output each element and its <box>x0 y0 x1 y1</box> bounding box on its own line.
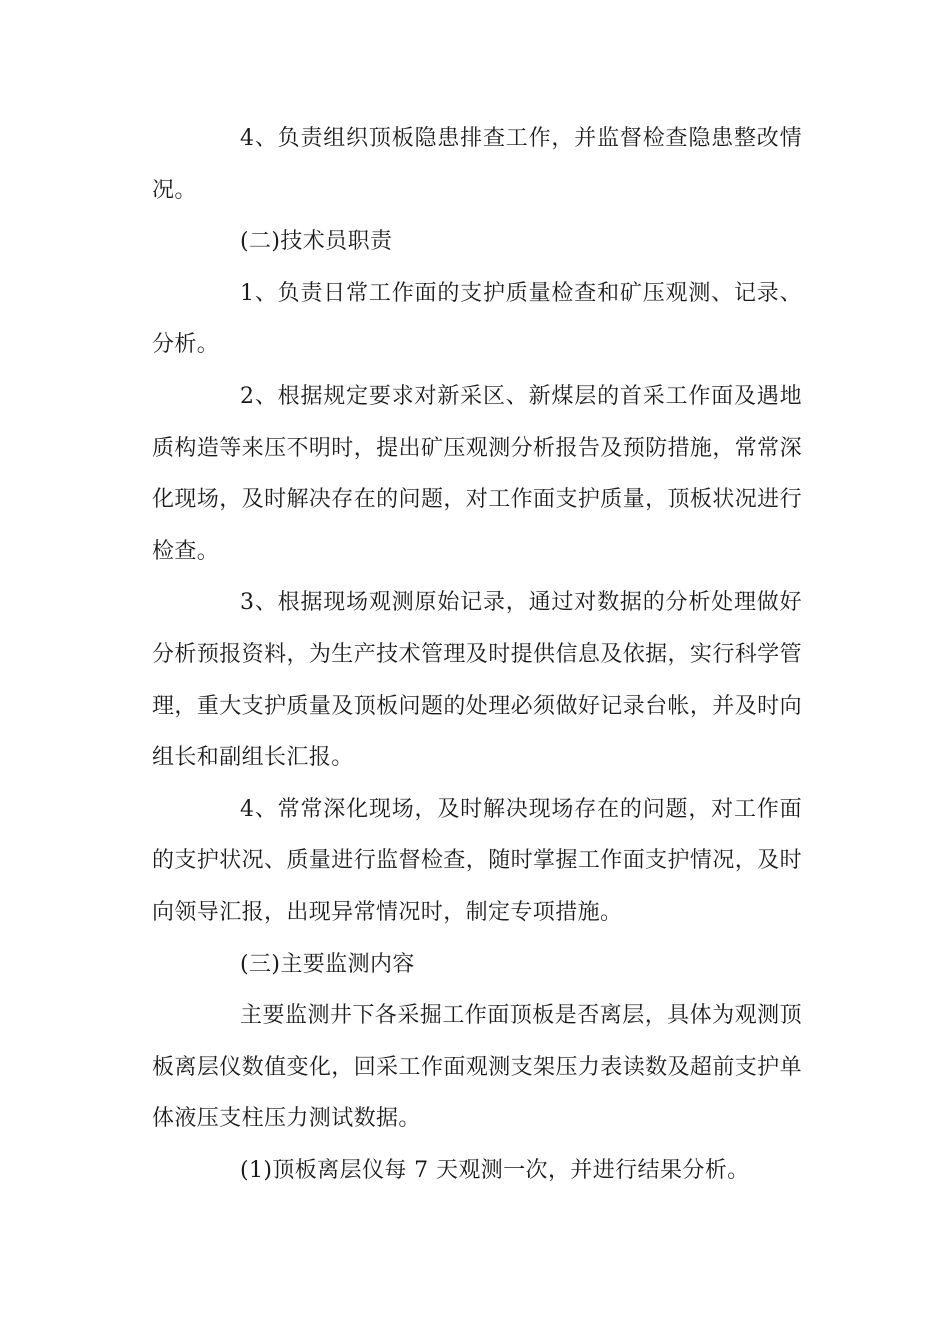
paragraph-roof-hazard-duty: 4、负责组织顶板隐患排查工作，并监督检查隐患整改情况。 <box>152 126 802 203</box>
paragraph-site-supervision: 4、常常深化现场，及时解决现场存在的问题，对工作面的支护状况、质量进行监督检查，随时掌握工作面支护情况，及时向领导汇报，出现异常情况时，制定专项措施。 <box>152 796 802 925</box>
section-heading-technician-duties: (二)技术员职责 <box>240 229 393 255</box>
list-item-separation-meter: (1)顶板离层仪每 7 天观测一次，并进行结果分析。 <box>240 1157 750 1183</box>
paragraph-new-area-observation: 2、根据规定要求对新采区、新煤层的首采工作面及遇地质构造等来压不明时，提出矿压观测分析报告及预防措施，常常深化现场，及时解决存在的问题，对工作面支护质量，顶板状况进行检查。 <box>152 383 802 564</box>
document-body <box>152 113 802 1196</box>
section-heading-monitoring-content: (三)主要监测内容 <box>240 951 415 977</box>
paragraph-data-analysis: 3、根据现场观测原始记录，通过对数据的分析处理做好分析预报资料，为生产技术管理及时提供信息及依据，实行科学管理，重大支护质量及顶板问题的处理必须做好记录台帐，并及时向组长和副组长汇报。 <box>152 590 802 771</box>
paragraph-monitoring-description: 主要监测井下各采掘工作面顶板是否离层，具体为观测顶板离层仪数值变化，回采工作面观测支架压力表读数及超前支护单体液压支柱压力测试数据。 <box>152 1003 802 1132</box>
paragraph-daily-inspection: 1、负责日常工作面的支护质量检查和矿压观测、记录、分析。 <box>152 280 802 358</box>
